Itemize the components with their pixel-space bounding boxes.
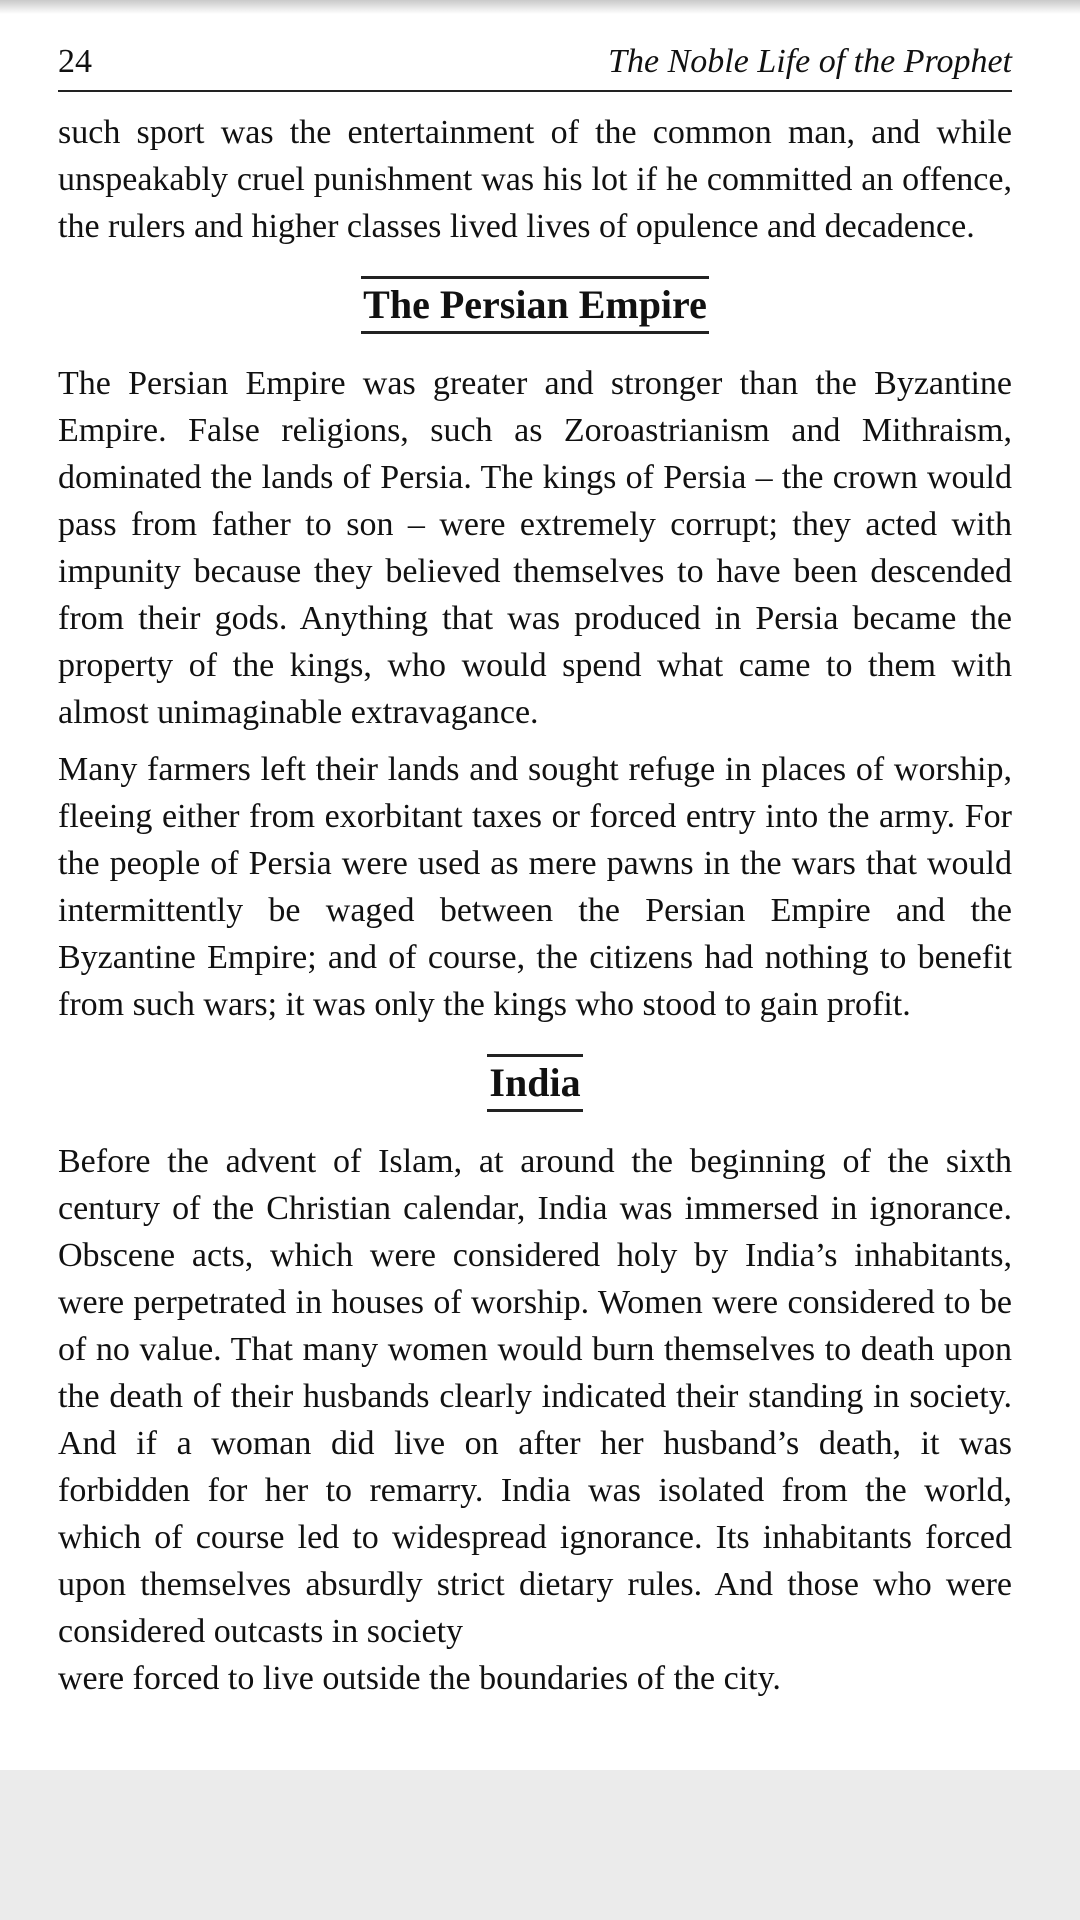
page-content — [58, 109, 1012, 1697]
paragraph-continued: such sport was the entertainment of the common man, and while unspeakably cruel punishment was his lot if he committed an offence, the rulers and higher classes lived lives of opulence and decadence. — [58, 114, 1012, 245]
section-heading-india — [58, 1054, 1012, 1112]
paragraph-india-cut: were forced to live outside the boundaries of the city. — [58, 1660, 781, 1697]
paragraph-india: Before the advent of Islam, at around the beginning of the sixth century of the Christian calendar, India was immersed in ignorance. Obscene acts, which were considered holy by India’s inhabitants, were perpetrated in houses of worship. Women were considered to be of no value. That many women would burn themselves to death upon the death of their husbands clearly indicated their standing in society. And if a woman did live on after her husband’s death, it was forbidden for her to remarry. India was isolated from the world, which of course led to widespread ignorance. Its inhabitants forced upon themselves absurdly strict dietary rules. And those who were considered outcasts in society — [58, 1143, 1012, 1650]
top-shadow — [0, 0, 1080, 14]
paragraph-persian-empire-2: Many farmers left their lands and sought refuge in places of worship, fleeing either from exorbitant taxes or forced entry into the army. For the people of Persia were used as mere pawns in the wars that would intermittently be waged between the Persian Empire and the Byzantine Empire; and of course, the citizens had nothing to benefit from such wars; it was only the kings who stood to gain profit. — [58, 751, 1012, 1023]
running-head — [58, 34, 1012, 92]
section-heading-text: The Persian Empire — [361, 276, 709, 334]
page-number: 24 — [58, 43, 92, 80]
paragraph-persian-empire-1: The Persian Empire was greater and stronger than the Byzantine Empire. False religions, such as Zoroastrianism and Mithraism, dominated the lands of Persia. The kings of Persia – the crown would pass from father to son – were extremely corrupt; they acted with impunity because they believed themselves to have been descended from their gods. Anything that was produced in Persia became the property of the kings, who would spend what came to them with almost unimaginable extravagance. — [58, 365, 1012, 731]
section-heading-persian-empire — [58, 276, 1012, 334]
section-heading-text: India — [487, 1054, 582, 1112]
cut-off-line — [58, 1655, 1012, 1697]
book-title: The Noble Life of the Prophet — [608, 43, 1012, 80]
